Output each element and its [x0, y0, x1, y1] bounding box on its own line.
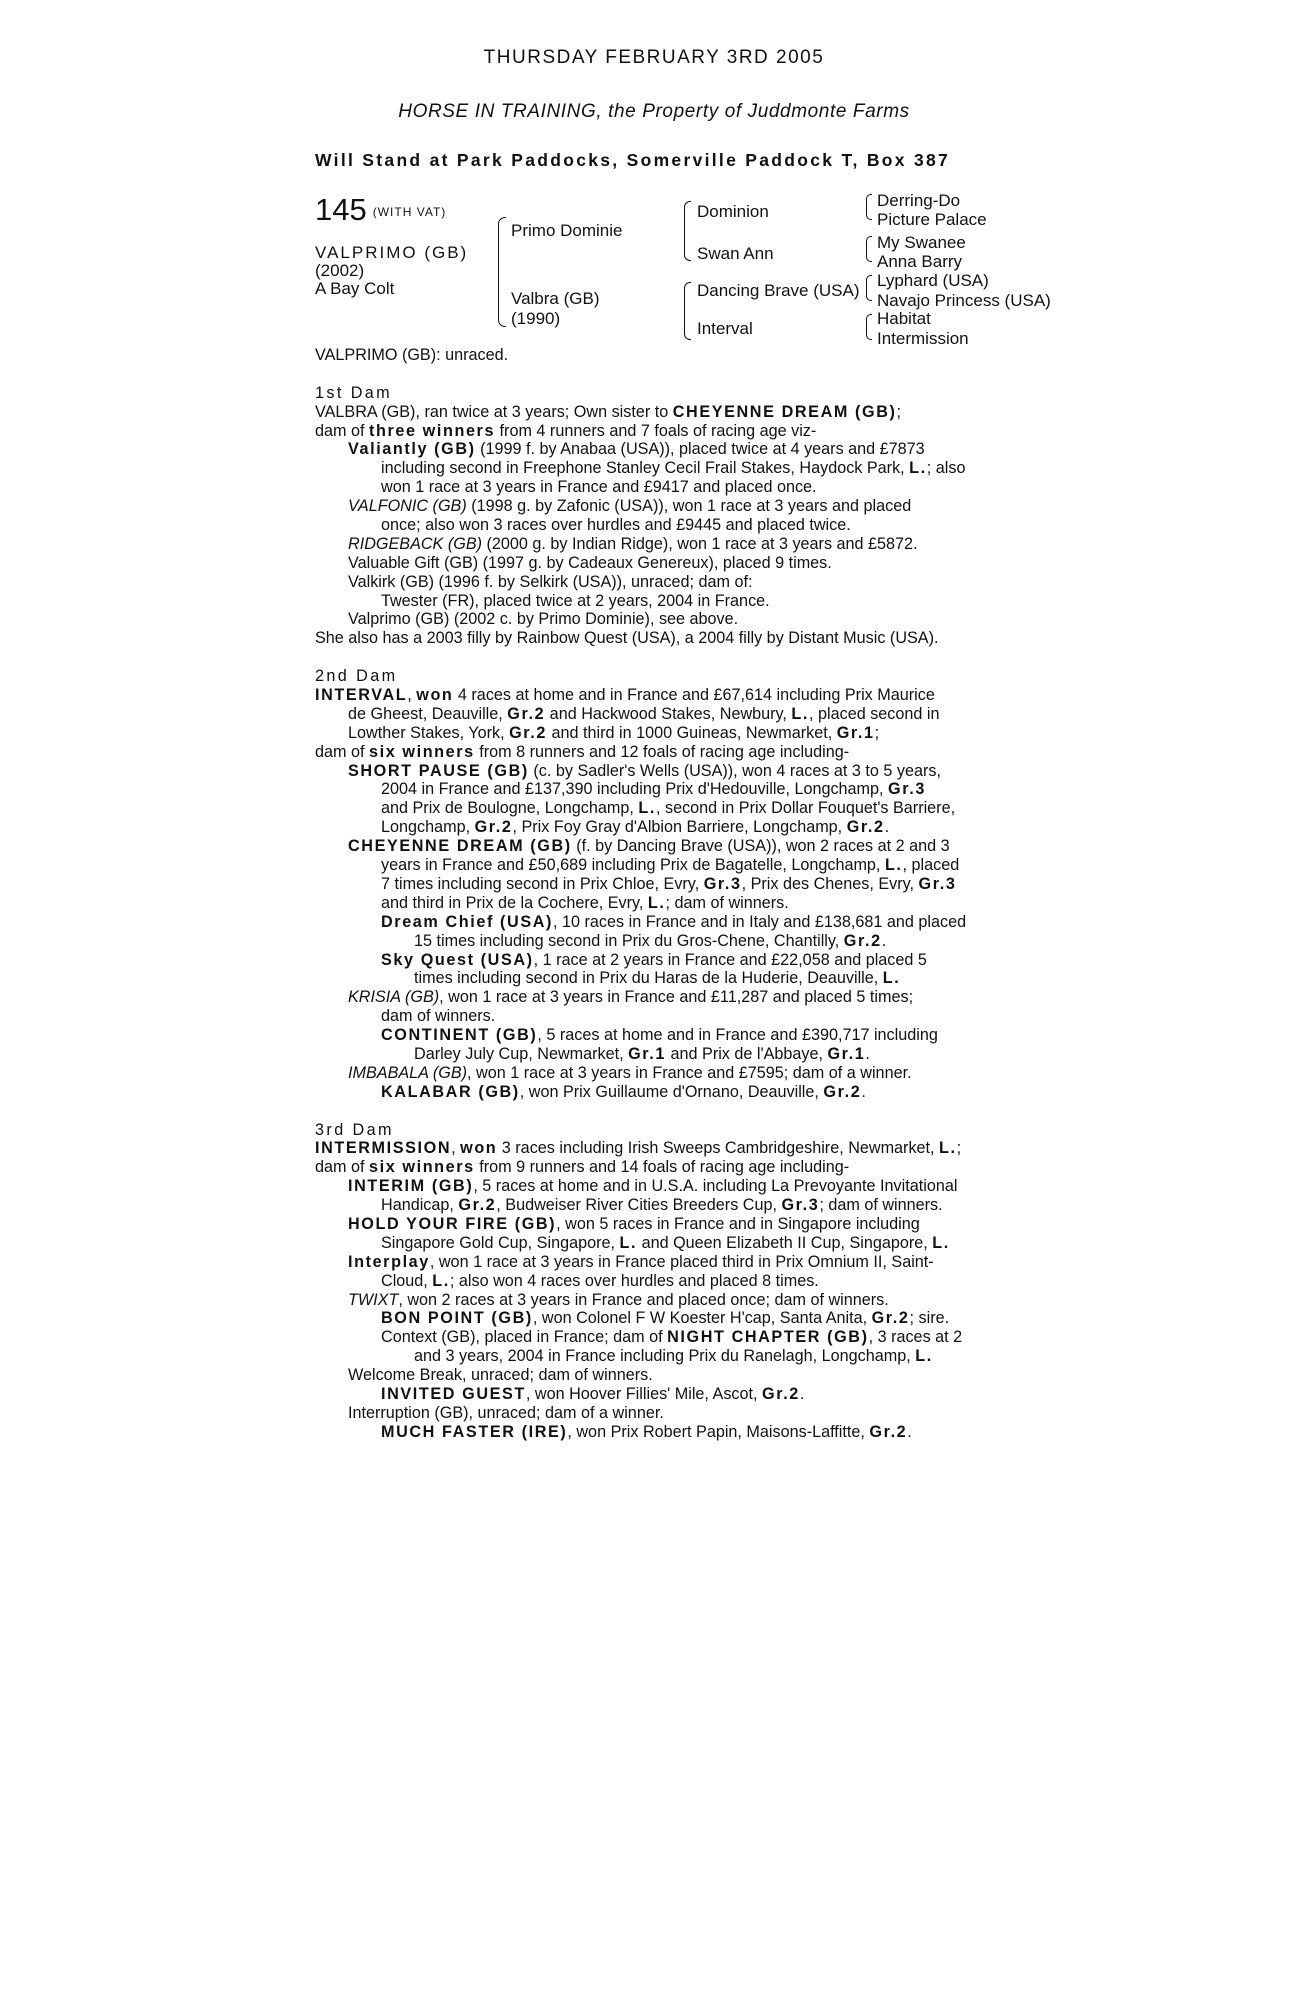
bold-text: Gr.1	[827, 1044, 866, 1063]
bold-text: L.	[932, 1233, 950, 1252]
pedigree-brace-sire	[684, 201, 691, 261]
bold-text: Valiantly (GB)	[348, 440, 476, 459]
text-run: Darley July Cup, Newmarket,	[414, 1044, 629, 1063]
text-run: ; also won 4 races over hurdles and placed 8 times.	[449, 1271, 819, 1290]
bold-text: L.	[939, 1139, 957, 1158]
text-run: and Prix de Boulogne, Longchamp,	[381, 799, 639, 818]
produce-line	[315, 592, 1015, 611]
pedigree-brace-main	[498, 217, 506, 327]
bold-text: Gr.2	[762, 1384, 800, 1403]
bold-text: Gr.2	[869, 1422, 908, 1441]
produce-line	[315, 554, 1015, 573]
text-run: , won Prix Guillaume d'Ornano, Deauville,	[519, 1082, 824, 1101]
produce-line	[315, 1291, 1015, 1310]
produce-line	[315, 894, 1015, 913]
pedigree-sire-dam: Swan Ann	[697, 244, 774, 263]
produce-line	[315, 856, 1015, 875]
text-run: , won 1 race at 3 years in France and £7595; dam of a winner.	[467, 1063, 912, 1082]
produce-line	[315, 1234, 1015, 1253]
text-run: ;	[896, 402, 902, 421]
bold-text: Gr.2	[474, 818, 513, 837]
text-run: Singapore Gold Cup, Singapore,	[381, 1233, 620, 1252]
text-run: years in France and £50,689 including Prix de Bagatelle, Longchamp,	[381, 856, 885, 875]
spacer	[315, 648, 1015, 667]
produce-line	[315, 1272, 1015, 1291]
text-run: and Queen Elizabeth II Cup, Singapore,	[637, 1233, 933, 1252]
produce-line	[315, 875, 1015, 894]
text-run: dam of winners.	[381, 1007, 496, 1026]
text-run: ;	[874, 723, 880, 742]
text-run: 7 times including second in Prix Chloe, Evry,	[381, 874, 704, 893]
produce-line	[315, 1139, 1015, 1158]
text-run: Lowther Stakes, York,	[348, 723, 510, 742]
spacer	[315, 1102, 1015, 1121]
text-run: (1999 f. by Anabaa (USA)), placed twice at 4 years and £7873	[475, 440, 925, 459]
pedigree-dam-sire: Dancing Brave (USA)	[697, 281, 860, 300]
vat-note: (WITH VAT)	[372, 205, 447, 219]
dam-section	[315, 1121, 1015, 1442]
text-run: , won Colonel F W Koester H'cap, Santa Anita,	[532, 1309, 872, 1328]
bold-text: six winners	[369, 742, 475, 761]
pedigree-sire: Primo Dominie	[511, 221, 623, 240]
text-run: ; also	[926, 459, 966, 478]
produce-line	[315, 1026, 1015, 1045]
text-run: Cloud,	[381, 1271, 433, 1290]
text-run: , won Hoover Fillies' Mile, Ascot,	[525, 1384, 763, 1403]
bold-text: L.	[884, 856, 903, 875]
text-run: ; dam of winners.	[665, 893, 789, 912]
produce-line	[315, 1385, 1015, 1404]
text-run: 3 races including Irish Sweeps Cambridgeshire, Newmarket,	[497, 1139, 940, 1158]
produce-line	[315, 818, 1015, 837]
produce-line	[315, 1158, 1015, 1177]
text-run: .	[907, 1422, 912, 1441]
text-run: , 10 races in France and in Italy and £138,681 and placed	[553, 912, 967, 931]
text-run: ;	[956, 1139, 962, 1158]
produce-line	[315, 1007, 1015, 1026]
bold-text: Dream Chief (USA)	[381, 912, 554, 931]
section-heading: 3rd Dam	[315, 1120, 394, 1139]
text-run: (c. by Sadler's Wells (USA)), won 4 races at 3 to 5 years,	[528, 761, 942, 780]
produce-line	[315, 1196, 1015, 1215]
text-run: ; dam of winners.	[819, 1196, 943, 1215]
text-run: , won Prix Robert Papin, Maisons-Laffitte,	[567, 1422, 870, 1441]
text-run: , Prix Foy Gray d'Albion Barriere, Longchamp,	[512, 818, 847, 837]
produce-line	[315, 422, 1015, 441]
produce-line	[315, 969, 1015, 988]
text-run: ,	[451, 1139, 461, 1158]
produce-line	[315, 573, 1015, 592]
text-run: , 3 races at 2	[868, 1328, 963, 1347]
text-run: Twester (FR), placed twice at 2 years, 2004 in France.	[381, 591, 770, 610]
pedigree-dam: Valbra (GB)	[511, 289, 600, 308]
text-run: .	[865, 1044, 870, 1063]
text-run: de Gheest, Deauville,	[348, 704, 508, 723]
text-run: 15 times including second in Prix du Gros-Chene, Chantilly,	[414, 931, 844, 950]
text-run: (f. by Dancing Brave (USA)), won 2 races at 2 and 3	[571, 837, 950, 856]
italic-name: RIDGEBACK (GB)	[348, 534, 483, 553]
bold-text: Gr.1	[628, 1044, 667, 1063]
bold-text: Gr.2	[823, 1082, 862, 1101]
text-run: dam of	[315, 1158, 369, 1177]
text-run: , Budweiser River Cities Breeders Cup,	[496, 1196, 782, 1215]
dam-sections	[315, 384, 1015, 1442]
section-heading: 2nd Dam	[315, 667, 398, 686]
produce-line	[315, 1328, 1015, 1347]
horse-name: VALPRIMO (GB)	[315, 243, 469, 262]
text-run: , Prix des Chenes, Evry,	[741, 874, 919, 893]
text-run: , 5 races at home and in U.S.A. including La Prevoyante Invitational	[473, 1177, 958, 1196]
page-title: HORSE IN TRAINING, the Property of Juddmonte Farms	[398, 101, 910, 122]
text-run: , won 5 races in France and in Singapore including	[556, 1214, 920, 1233]
text-run: .	[799, 1384, 805, 1403]
bold-text: Gr.1	[836, 723, 875, 742]
text-run: and Hackwood Stakes, Newbury,	[545, 704, 792, 723]
produce-line	[315, 780, 1015, 799]
bold-text: INTERMISSION	[315, 1139, 452, 1158]
bold-text: L.	[882, 969, 901, 988]
text-run: , won 1 race at 3 years in France and £11,287 and placed 5 times;	[439, 988, 914, 1007]
pedigree-g3-8: Intermission	[877, 329, 969, 348]
bold-text: INVITED GUEST	[381, 1384, 526, 1403]
produce-line	[315, 1083, 1015, 1102]
text-run: and third in 1000 Guineas, Newmarket,	[546, 723, 837, 742]
italic-name: KRISIA (GB)	[348, 988, 440, 1007]
bold-text: HOLD YOUR FIRE (GB)	[348, 1214, 557, 1233]
text-run: (2000 g. by Indian Ridge), won 1 race at 3 years and £5872.	[482, 534, 918, 553]
bold-text: CHEYENNE DREAM (GB)	[348, 837, 572, 856]
text-run: Interruption (GB), unraced; dam of a winner.	[348, 1403, 664, 1422]
text-run: , second in Prix Dollar Fouquet's Barriere,	[655, 799, 956, 818]
italic-name: IMBABALA (GB)	[348, 1063, 468, 1082]
bold-text: Sky Quest (USA)	[381, 950, 534, 969]
bold-text: won	[460, 1139, 498, 1158]
catalogue-text	[315, 346, 1015, 1442]
text-run: .	[884, 818, 890, 837]
bold-text: Gr.3	[781, 1196, 820, 1215]
bold-text: Gr.3	[918, 874, 957, 893]
text-run: and Prix de l'Abbaye,	[666, 1044, 828, 1063]
text-run: Welcome Break, unraced; dam of winners.	[348, 1366, 653, 1385]
pedigree-g3-4: Anna Barry	[877, 252, 963, 271]
bold-text: BON POINT (GB)	[381, 1309, 533, 1328]
produce-line	[315, 1253, 1015, 1272]
text-run: and third in Prix de la Cochere, Evry,	[381, 893, 648, 912]
bold-text: L.	[432, 1271, 450, 1290]
produce-line	[315, 743, 1015, 762]
produce-line	[315, 1423, 1015, 1442]
bold-text: Gr.2	[509, 723, 547, 742]
horse-identity	[315, 244, 468, 298]
produce-line	[315, 1347, 1015, 1366]
pedigree-brace-g3-3	[866, 275, 872, 301]
race-summary: VALPRIMO (GB): unraced.	[315, 346, 509, 364]
text-run: VALBRA (GB), ran twice at 3 years; Own sister to	[315, 402, 673, 421]
produce-line	[315, 478, 1015, 497]
bold-text: L.	[638, 799, 656, 818]
bold-text: Gr.2	[458, 1196, 497, 1215]
produce-line	[315, 951, 1015, 970]
produce-line	[315, 724, 1015, 743]
pedigree-g3-6: Navajo Princess (USA)	[877, 291, 1051, 310]
pedigree-brace-g3-2	[866, 236, 872, 262]
text-run: , 5 races at home and in France and £390,717 including	[537, 1026, 938, 1045]
horse-description: A Bay Colt	[315, 279, 395, 298]
text-run: dam of	[315, 742, 369, 761]
produce-line	[315, 1404, 1015, 1423]
bold-text: L.	[619, 1233, 638, 1252]
stabling-location: Will Stand at Park Paddocks, Somerville Paddock T, Box 387	[315, 150, 951, 170]
text-run: including second in Freephone Stanley Cecil Frail Stakes, Haydock Park,	[381, 459, 910, 478]
bold-text: Gr.3	[888, 780, 926, 799]
bold-text: SHORT PAUSE (GB)	[348, 761, 529, 780]
bold-text: Gr.2	[871, 1309, 910, 1328]
text-run: Context (GB), placed in France; dam of	[381, 1328, 668, 1347]
text-run: Handicap,	[381, 1196, 459, 1215]
bold-text: INTERVAL	[315, 686, 408, 705]
text-run: , won 1 race at 3 years in France placed third in Prix Omnium II, Saint-	[429, 1252, 934, 1271]
produce-line	[315, 686, 1015, 705]
sale-date: THURSDAY FEBRUARY 3RD 2005	[483, 47, 825, 68]
lot-number: 145	[315, 192, 367, 227]
pedigree-dam-dam: Interval	[697, 319, 753, 338]
bold-text: six winners	[369, 1158, 475, 1177]
produce-line	[315, 1309, 1015, 1328]
bold-text: Gr.2	[843, 931, 882, 950]
bold-text: CONTINENT (GB)	[381, 1026, 538, 1045]
pedigree-brace-g3-4	[866, 314, 872, 340]
text-run: Valuable Gift (GB) (1997 g. by Cadeaux Genereux), placed 9 times.	[348, 553, 832, 572]
text-run: 2004 in France and £137,390 including Prix d'Hedouville, Longchamp,	[381, 780, 889, 799]
text-run: and 3 years, 2004 in France including Prix du Ranelagh, Longchamp,	[414, 1347, 916, 1366]
text-run: 4 races at home and in France and £67,614 including Prix Maurice	[453, 686, 935, 705]
text-run: She also has a 2003 filly by Rainbow Quest (USA), a 2004 filly by Distant Music (USA).	[315, 629, 939, 648]
produce-line	[315, 932, 1015, 951]
bold-text: Interplay	[348, 1252, 430, 1271]
produce-line	[315, 1064, 1015, 1083]
text-run: once; also won 3 races over hurdles and £9445 and placed twice.	[381, 516, 851, 535]
produce-line	[315, 988, 1015, 1007]
text-run: Valprimo (GB) (2002 c. by Primo Dominie), see above.	[348, 610, 739, 629]
bold-text: three winners	[369, 421, 496, 440]
pedigree-g3-7: Habitat	[877, 309, 931, 328]
produce-line	[315, 913, 1015, 932]
produce-line	[315, 705, 1015, 724]
produce-line	[315, 629, 1015, 648]
pedigree-g3-5: Lyphard (USA)	[877, 271, 989, 290]
text-run: times including second in Prix du Haras de la Huderie, Deauville,	[414, 969, 883, 988]
pedigree-sire-sire: Dominion	[697, 202, 769, 221]
bold-text: NIGHT CHAPTER (GB)	[667, 1328, 869, 1347]
produce-line	[315, 610, 1015, 629]
text-run: Valkirk (GB) (1996 f. by Selkirk (USA)), unraced; dam of:	[348, 572, 753, 591]
pedigree-g3-1: Derring-Do	[877, 191, 961, 210]
produce-line	[315, 535, 1015, 554]
text-run: , 1 race at 2 years in France and £22,058 and placed 5	[533, 950, 927, 969]
text-run: dam of	[315, 421, 369, 440]
produce-line	[315, 516, 1015, 535]
italic-name: VALFONIC (GB)	[348, 497, 467, 516]
lot-number-block	[315, 193, 446, 229]
text-run: Longchamp,	[381, 818, 475, 837]
bold-text: L.	[791, 704, 810, 723]
bold-text: L.	[909, 459, 927, 478]
text-run: .	[881, 931, 887, 950]
produce-line	[315, 762, 1015, 781]
text-run: won 1 race at 3 years in France and £9417 and placed once.	[381, 478, 817, 497]
pedigree-dam-year: (1990)	[511, 309, 561, 328]
text-run: , placed	[902, 856, 960, 875]
text-run: (1998 g. by Zafonic (USA)), won 1 race at 3 years and placed	[466, 497, 912, 516]
bold-text: won	[416, 686, 454, 705]
pedigree-g3-3: My Swanee	[877, 233, 966, 252]
produce-line	[315, 1366, 1015, 1385]
pedigree-brace-g3-1	[866, 194, 872, 220]
produce-line	[315, 1177, 1015, 1196]
dam-section	[315, 384, 1015, 667]
bold-text: CHEYENNE DREAM (GB)	[672, 402, 897, 421]
produce-line	[315, 459, 1015, 478]
spacer	[315, 365, 1015, 384]
text-run: from 8 runners and 12 foals of racing age including-	[474, 742, 850, 761]
produce-line	[315, 497, 1015, 516]
produce-line	[315, 837, 1015, 856]
bold-text: KALABAR (GB)	[381, 1082, 520, 1101]
produce-line	[315, 1215, 1015, 1234]
dam-section	[315, 667, 1015, 1120]
produce-line	[315, 440, 1015, 459]
produce-line	[315, 403, 1015, 422]
section-heading: 1st Dam	[315, 383, 393, 402]
italic-name: TWIXT	[348, 1290, 399, 1309]
foaling-year: (2002)	[315, 261, 365, 280]
bold-text: MUCH FASTER (IRE)	[381, 1422, 568, 1441]
text-run: from 4 runners and 7 foals of racing age viz-	[495, 421, 817, 440]
text-run: from 9 runners and 14 foals of racing age including-	[474, 1158, 850, 1177]
pedigree-brace-dam	[684, 282, 691, 340]
text-run: , placed second in	[809, 704, 940, 723]
bold-text: INTERIM (GB)	[348, 1177, 474, 1196]
produce-line	[315, 1045, 1015, 1064]
text-run: , won 2 races at 3 years in France and placed once; dam of winners.	[398, 1290, 889, 1309]
produce-line	[315, 799, 1015, 818]
bold-text: L.	[915, 1347, 933, 1366]
bold-text: Gr.3	[703, 874, 742, 893]
pedigree-g3-2: Picture Palace	[877, 210, 987, 229]
text-run: ,	[407, 686, 417, 705]
text-run: ; sire.	[909, 1309, 950, 1328]
text-run: .	[861, 1082, 866, 1101]
bold-text: Gr.2	[507, 704, 546, 723]
bold-text: L.	[647, 893, 666, 912]
bold-text: Gr.2	[846, 818, 885, 837]
